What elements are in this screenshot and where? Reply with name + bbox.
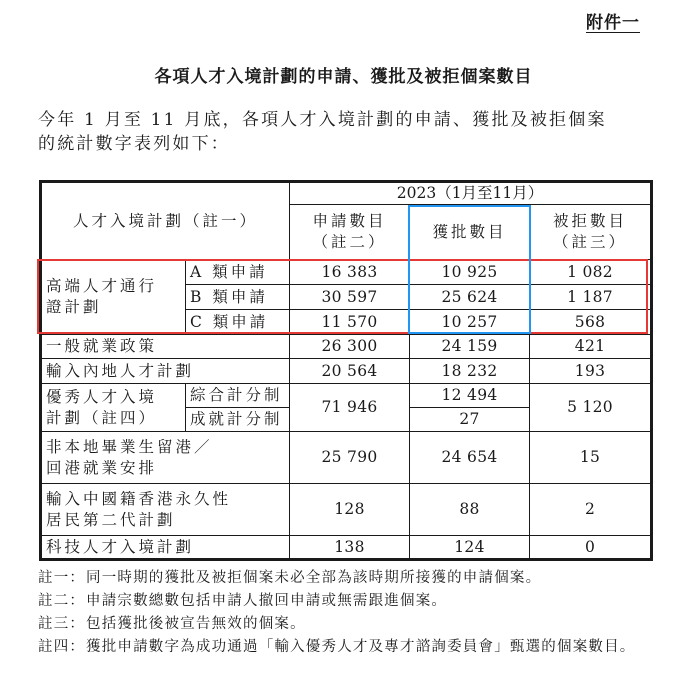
refused-cell: 193	[530, 359, 652, 384]
footnote-label: 註四：	[38, 639, 86, 655]
scheme-name-line: 非本地畢業生留港／	[46, 437, 213, 456]
category-cell: B 類申請	[186, 285, 290, 310]
approved-cell: 24 654	[410, 432, 530, 484]
scheme-asmtp: 輸入內地人才計劃	[41, 359, 290, 384]
footnote-label: 註一：	[38, 570, 86, 586]
table-row	[41, 536, 652, 560]
approved-cell: 12 494	[410, 384, 530, 408]
applied-cell: 30 597	[290, 285, 410, 310]
approved-cell: 10 925	[410, 260, 530, 285]
header-refused	[530, 205, 652, 260]
applied-cell: 16 383	[290, 260, 410, 285]
statistics-table	[39, 180, 653, 561]
header-refused-note: （註三）	[553, 233, 628, 251]
footnote-text: 同一時期的獲批及被拒個案未必全部為該時期所接獲的申請個案。	[86, 570, 542, 586]
footnote-label: 註三：	[38, 616, 86, 632]
approved-cell: 10 257	[410, 310, 530, 335]
scheme-name-line: 回港就業安排	[46, 458, 158, 477]
scheme-qmas	[41, 384, 186, 432]
intro-paragraph	[38, 108, 658, 156]
footnote-label: 註二：	[38, 593, 86, 609]
footnote	[38, 636, 658, 659]
refused-cell: 568	[530, 310, 652, 335]
category-cell: 綜合計分制	[186, 384, 290, 408]
table-row	[41, 432, 652, 484]
footnote	[38, 567, 658, 590]
annex-label: 附件一	[586, 13, 640, 33]
refused-cell: 421	[530, 335, 652, 359]
intro-line: 的統計數字表列如下：	[38, 134, 230, 154]
table-row	[41, 359, 652, 384]
refused-cell: 1 187	[530, 285, 652, 310]
category-cell: A 類申請	[186, 260, 290, 285]
scheme-name-line: 輸入中國籍香港永久性	[46, 489, 232, 508]
category-cell: C 類申請	[186, 310, 290, 335]
refused-cell: 15	[530, 432, 652, 484]
scheme-ttps	[41, 260, 186, 335]
header-refused-label: 被拒數目	[553, 212, 628, 230]
scheme-irnhg	[41, 432, 290, 484]
header-approved: 獲批數目	[410, 205, 530, 260]
applied-cell: 128	[290, 484, 410, 536]
footnote	[38, 613, 658, 636]
header-applied-label: 申請數目	[312, 212, 387, 230]
approved-cell: 88	[410, 484, 530, 536]
table-header-row	[41, 182, 652, 205]
footnote-text: 獲批申請數字為成功通過「輸入優秀人才及專才諮詢委員會」甄選的個案數目。	[86, 639, 636, 655]
footnote-text: 包括獲批後被宣告無效的個案。	[86, 616, 306, 632]
scheme-second-gen	[41, 484, 290, 536]
scheme-name-line: 計劃（註四）	[46, 408, 158, 427]
table-row	[41, 484, 652, 536]
page-title: 各項人才入境計劃的申請、獲批及被拒個案數目	[154, 67, 533, 87]
category-cell: 成就計分制	[186, 408, 290, 432]
header-applied	[290, 205, 410, 260]
scheme-name-line: 證計劃	[46, 298, 102, 316]
applied-cell: 138	[290, 536, 410, 560]
applied-cell: 11 570	[290, 310, 410, 335]
intro-line: 今年 1 月至 11 月底，各項人才入境計劃的申請、獲批及被拒個案	[38, 110, 607, 130]
header-period: 2023（1月至11月）	[290, 182, 652, 205]
applied-cell: 26 300	[290, 335, 410, 359]
table-row	[41, 384, 652, 408]
scheme-geps: 一般就業政策	[41, 335, 290, 359]
scheme-techtas: 科技人才入境計劃	[41, 536, 290, 560]
footnote	[38, 590, 658, 613]
approved-cell: 27	[410, 408, 530, 432]
table-row	[41, 335, 652, 359]
header-scheme: 人才入境計劃（註一）	[41, 182, 290, 260]
footnote-text: 申請宗數總數包括申請人撤回申請或無需跟進個案。	[86, 593, 448, 609]
footnotes	[38, 567, 658, 659]
applied-cell: 20 564	[290, 359, 410, 384]
approved-cell: 124	[410, 536, 530, 560]
scheme-name-line: 居民第二代計劃	[46, 510, 176, 529]
approved-cell: 24 159	[410, 335, 530, 359]
scheme-name-line: 高端人才通行	[46, 277, 158, 295]
applied-cell: 71 946	[290, 384, 410, 432]
refused-cell: 5 120	[530, 384, 652, 432]
applied-cell: 25 790	[290, 432, 410, 484]
refused-cell: 0	[530, 536, 652, 560]
header-applied-note: （註二）	[312, 233, 387, 251]
scheme-name-line: 優秀人才入境	[46, 387, 158, 406]
approved-cell: 25 624	[410, 285, 530, 310]
refused-cell: 1 082	[530, 260, 652, 285]
refused-cell: 2	[530, 484, 652, 536]
approved-cell: 18 232	[410, 359, 530, 384]
table-row	[41, 260, 652, 285]
